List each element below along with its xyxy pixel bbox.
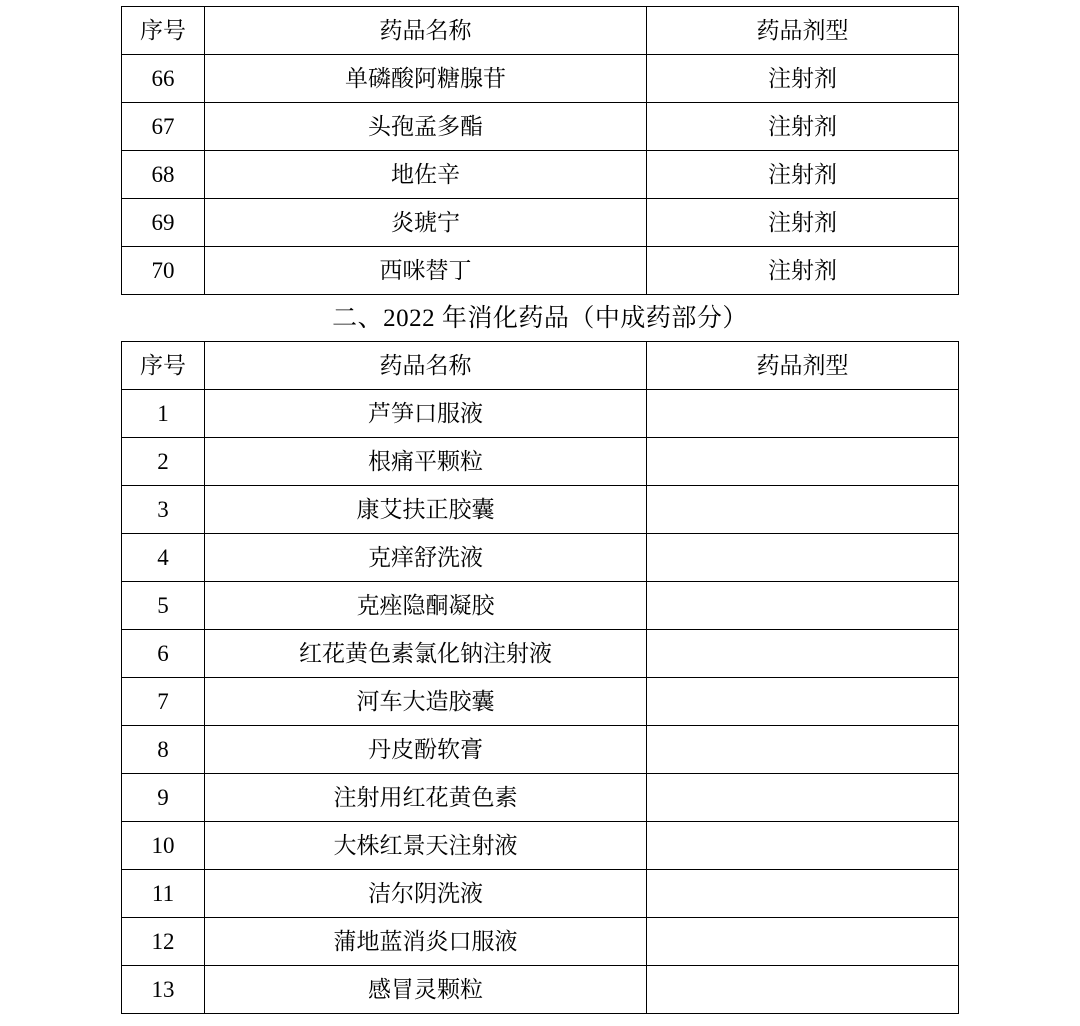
table-row (122, 726, 959, 774)
table-row (122, 822, 959, 870)
cell-drug-name: 地佐辛 (205, 151, 647, 199)
table-row (122, 870, 959, 918)
cell-no: 2 (122, 438, 205, 486)
column-header-drug-name: 药品名称 (205, 342, 647, 390)
table-row (122, 199, 959, 247)
cell-drug-name: 炎琥宁 (205, 199, 647, 247)
table-row (122, 438, 959, 486)
cell-drug-name: 丹皮酚软膏 (205, 726, 647, 774)
cell-no: 3 (122, 486, 205, 534)
cell-drug-name: 洁尔阴洗液 (205, 870, 647, 918)
section-heading: 二、2022 年消化药品（中成药部分） (332, 305, 748, 332)
cell-drug-name: 克痒舒洗液 (205, 534, 647, 582)
cell-drug-name: 克痤隐酮凝胶 (205, 582, 647, 630)
table-row (122, 966, 959, 1014)
cell-dosage-form (647, 582, 959, 630)
cell-dosage-form (647, 534, 959, 582)
cell-drug-name: 西咪替丁 (205, 247, 647, 295)
cell-dosage-form (647, 486, 959, 534)
cell-dosage-form (647, 630, 959, 678)
cell-no: 69 (122, 199, 205, 247)
drug-table-western (121, 6, 959, 295)
cell-drug-name: 头孢孟多酯 (205, 103, 647, 151)
table-header-row (122, 342, 959, 390)
drug-table-tcm (121, 341, 959, 1014)
cell-no: 67 (122, 103, 205, 151)
cell-dosage-form (647, 918, 959, 966)
cell-no: 6 (122, 630, 205, 678)
table-row (122, 678, 959, 726)
cell-dosage-form (647, 390, 959, 438)
cell-drug-name: 注射用红花黄色素 (205, 774, 647, 822)
cell-drug-name: 蒲地蓝消炎口服液 (205, 918, 647, 966)
table-row (122, 918, 959, 966)
cell-no: 13 (122, 966, 205, 1014)
cell-dosage-form (647, 726, 959, 774)
column-header-no: 序号 (122, 7, 205, 55)
cell-drug-name: 河车大造胶囊 (205, 678, 647, 726)
table-header-row (122, 7, 959, 55)
column-header-dosage-form: 药品剂型 (647, 342, 959, 390)
cell-drug-name: 单磷酸阿糖腺苷 (205, 55, 647, 103)
table-row (122, 103, 959, 151)
table-row (122, 55, 959, 103)
cell-drug-name: 红花黄色素氯化钠注射液 (205, 630, 647, 678)
cell-drug-name: 根痛平颗粒 (205, 438, 647, 486)
cell-no: 12 (122, 918, 205, 966)
cell-no: 11 (122, 870, 205, 918)
drug-table-tcm-body (122, 342, 959, 1014)
cell-dosage-form (647, 678, 959, 726)
table-row (122, 534, 959, 582)
column-header-drug-name: 药品名称 (205, 7, 647, 55)
cell-no: 7 (122, 678, 205, 726)
table-row (122, 390, 959, 438)
cell-dosage-form (647, 870, 959, 918)
table-row (122, 247, 959, 295)
cell-dosage-form (647, 438, 959, 486)
drug-table-western-body (122, 7, 959, 295)
table-row (122, 630, 959, 678)
cell-drug-name: 康艾扶正胶囊 (205, 486, 647, 534)
column-header-no: 序号 (122, 342, 205, 390)
table-row (122, 774, 959, 822)
cell-drug-name: 感冒灵颗粒 (205, 966, 647, 1014)
cell-no: 4 (122, 534, 205, 582)
cell-no: 9 (122, 774, 205, 822)
cell-dosage-form: 注射剂 (647, 55, 959, 103)
cell-dosage-form: 注射剂 (647, 199, 959, 247)
cell-dosage-form (647, 822, 959, 870)
cell-no: 10 (122, 822, 205, 870)
cell-dosage-form: 注射剂 (647, 103, 959, 151)
cell-no: 8 (122, 726, 205, 774)
cell-no: 68 (122, 151, 205, 199)
cell-dosage-form (647, 774, 959, 822)
cell-no: 66 (122, 55, 205, 103)
cell-no: 1 (122, 390, 205, 438)
table-row (122, 486, 959, 534)
table-row (122, 151, 959, 199)
column-header-dosage-form: 药品剂型 (647, 7, 959, 55)
cell-dosage-form: 注射剂 (647, 247, 959, 295)
cell-no: 5 (122, 582, 205, 630)
cell-drug-name: 大株红景天注射液 (205, 822, 647, 870)
cell-dosage-form: 注射剂 (647, 151, 959, 199)
cell-drug-name: 芦笋口服液 (205, 390, 647, 438)
cell-no: 70 (122, 247, 205, 295)
table-row (122, 582, 959, 630)
cell-dosage-form (647, 966, 959, 1014)
